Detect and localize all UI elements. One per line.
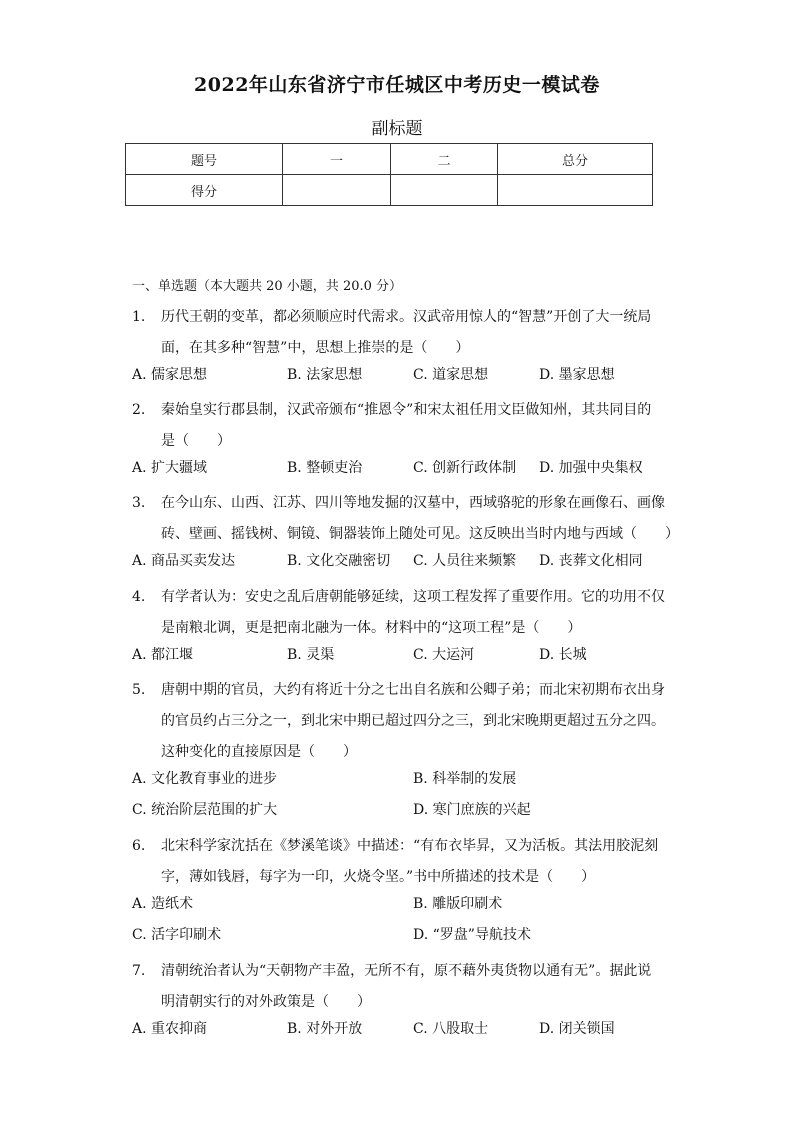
- score-header-total: 总分: [498, 144, 653, 175]
- question-text-line: 在今山东、山西、江苏、四川等地发掘的汉墓中，西域骆驼的形象在画像石、画像: [161, 495, 665, 511]
- option-b: B. 文化交融密切: [287, 553, 391, 569]
- question-text-line: 北宋科学家沈括在《梦溪笔谈》中描述：“有布衣毕昇，又为活板。其法用胶泥刻: [161, 838, 659, 854]
- score-cell-total: [498, 175, 653, 206]
- question-number: 5.: [132, 682, 146, 698]
- option-c: C. 大运河: [413, 647, 475, 663]
- score-cell-part2: [391, 175, 498, 206]
- question-text-line: 秦始皇实行郡县制，汉武帝颁布“推恩令”和宋太祖任用文臣做知州，其共同目的: [161, 402, 652, 418]
- question-text-line: 字，薄如钱唇，每字为一印，火烧令坚。”书中所描述的技术是（ ）: [161, 869, 596, 885]
- option-a: A. 儒家思想: [132, 367, 208, 383]
- option-d: D. 墨家思想: [539, 367, 615, 383]
- question-number: 6.: [132, 838, 146, 854]
- question-text-line: 是（ ）: [161, 433, 231, 449]
- option-a: A. 文化教育事业的进步: [132, 771, 278, 787]
- option-a: A. 造纸术: [132, 896, 194, 912]
- option-a: A. 都江堰: [132, 647, 194, 663]
- option-b: B. 整顿吏治: [287, 460, 363, 476]
- option-d: D. 长城: [539, 647, 587, 663]
- score-header-part1: 一: [283, 144, 391, 175]
- question-text-line: 砖、壁画、摇钱树、铜镜、铜器装饰上随处可见。这反映出当时内地与西域（ ）: [161, 526, 679, 542]
- question-text-line: 面，在其多种“智慧”中，思想上推崇的是（ ）: [161, 340, 470, 356]
- score-cell-part1: [283, 175, 391, 206]
- score-table-header-row: [126, 144, 653, 175]
- option-c: C. 人员往来频繁: [413, 553, 517, 569]
- score-table: [125, 143, 653, 206]
- option-b: B. 灵渠: [287, 647, 335, 663]
- question-number: 2.: [132, 402, 146, 418]
- option-b: B. 对外开放: [287, 1021, 363, 1037]
- exam-subtitle: 副标题: [371, 119, 423, 139]
- option-c: C. 道家思想: [413, 367, 489, 383]
- option-c: C. 创新行政体制: [413, 460, 517, 476]
- option-a: A. 重农抑商: [132, 1021, 208, 1037]
- question-text-line: 是南粮北调，更是把南北融为一体。材料中的“这项工程”是（ ）: [161, 620, 582, 636]
- option-d: D. “罗盘”导航技术: [413, 927, 531, 943]
- score-table-score-row: [126, 175, 653, 206]
- option-d: D. 丧葬文化相同: [539, 553, 643, 569]
- question-text-line: 明清朝实行的对外政策是（ ）: [161, 994, 371, 1010]
- option-a: A. 扩大疆域: [132, 460, 208, 476]
- score-header-label: 题号: [126, 144, 283, 175]
- score-row-label: 得分: [126, 175, 283, 206]
- section-heading: 一、单选题（本大题共 20 小题，共 20.0 分）: [132, 279, 403, 294]
- question-text-line: 有学者认为：安史之乱后唐朝能够延续，这项工程发挥了重要作用。它的功用不仅: [161, 589, 665, 605]
- option-c: C. 八股取士: [413, 1021, 489, 1037]
- question-number: 4.: [132, 589, 146, 605]
- option-a: A. 商品买卖发达: [132, 553, 236, 569]
- question-text-line: 清朝统治者认为“天朝物产丰盈，无所不有，原不藉外夷货物以通有无”。据此说: [161, 963, 652, 979]
- question-text-line: 历代王朝的变革，都必须顺应时代需求。汉武帝用惊人的“智慧”开创了大一统局: [161, 309, 652, 325]
- score-header-part2: 二: [391, 144, 498, 175]
- option-c: C. 统治阶层范围的扩大: [132, 802, 278, 818]
- option-b: B. 雕版印刷术: [413, 896, 503, 912]
- option-b: B. 科举制的发展: [413, 771, 517, 787]
- option-b: B. 法家思想: [287, 367, 363, 383]
- option-c: C. 活字印刷术: [132, 927, 222, 943]
- question-text-line: 这种变化的直接原因是（ ）: [161, 744, 357, 760]
- question-text-line: 唐朝中期的官员，大约有将近十分之七出自名族和公卿子弟；而北宋初期布衣出身: [161, 682, 665, 698]
- question-number: 3.: [132, 495, 146, 511]
- option-d: D. 闭关锁国: [539, 1021, 615, 1037]
- question-number: 1.: [132, 309, 146, 325]
- exam-title: 2022年山东省济宁市任城区中考历史一模试卷: [194, 74, 600, 96]
- option-d: D. 加强中央集权: [539, 460, 643, 476]
- option-d: D. 寒门庶族的兴起: [413, 802, 531, 818]
- question-number: 7.: [132, 963, 146, 979]
- question-text-line: 的官员约占三分之一，到北宋中期已超过四分之三，到北宋晚期更超过五分之四。: [161, 713, 665, 729]
